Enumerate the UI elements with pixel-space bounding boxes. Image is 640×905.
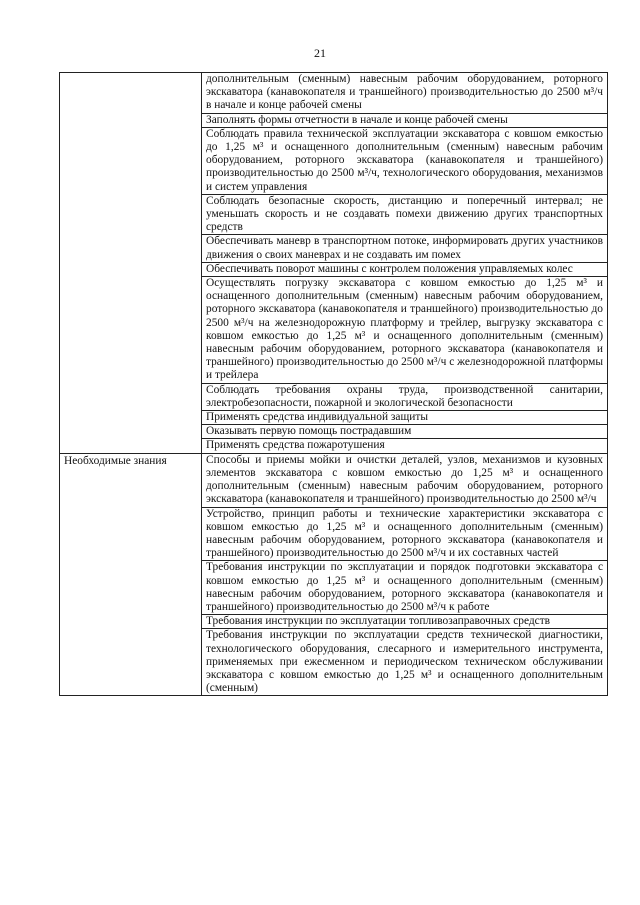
table-cell: Заполнять формы отчетности в начале и конце рабочей смены — [202, 113, 608, 127]
section-label — [60, 73, 202, 454]
table-cell: Обеспечивать поворот машины с контролем положения управляемых колес — [202, 262, 608, 276]
table-cell: Оказывать первую помощь пострадавшим — [202, 425, 608, 439]
table-cell: Применять средства индивидуальной защиты — [202, 411, 608, 425]
table-cell: Соблюдать правила технической эксплуатации экскаватора с ковшом емкостью до 1,25 м³ и оснащенного дополнительным (сменным) навесным рабочим оборудованием, роторного экскаватора (канавокопателя и траншейного) производительностью до 2500 м³/ч, технологического оборудования, механизмов и систем управления — [202, 127, 608, 194]
table-cell: Применять средства пожаротушения — [202, 439, 608, 453]
requirements-table — [59, 72, 608, 696]
table-cell: дополнительным (сменным) навесным рабочим оборудованием, роторного экскаватора (канавокопателя и траншейного) производительностью до 2500 м³/ч в начале и конце рабочей смены — [202, 73, 608, 114]
table-cell: Соблюдать требования охраны труда, производственной санитарии, электробезопасности, пожарной и экологической безопасности — [202, 383, 608, 410]
table-cell: Осуществлять погрузку экскаватора с ковшом емкостью до 1,25 м³ и оснащенного дополнительным (сменным) навесным рабочим оборудованием, роторного экскаватора (канавокопателя и траншейного) производительностью до 2500 м³/ч на железнодорожную платформу и трейлер, выгрузку экскаватора с ковшом емкостью до 1,25 м³ и оснащенного дополнительным (сменным) навесным рабочим оборудованием, роторного экскаватора (канавокопателя и траншейного) производительностью до 2500 м³/ч с железнодорожной платформы и трейлера — [202, 277, 608, 384]
table-cell: Требования инструкции по эксплуатации топливозаправочных средств — [202, 615, 608, 629]
table-row — [60, 73, 608, 114]
table-cell: Обеспечивать маневр в транспортном потоке, информировать других участников движения о своих маневрах и не создавать им помех — [202, 235, 608, 262]
table-row — [60, 453, 608, 507]
table-cell: Требования инструкции по эксплуатации и порядок подготовки экскаватора с ковшом емкостью до 1,25 м³ и оснащенного дополнительным (сменным) навесным рабочим оборудованием, роторного экскаватора (канавокопателя и траншейного) производительностью до 2500 м³/ч к работе — [202, 561, 608, 615]
page-number: 21 — [314, 46, 326, 60]
table-cell: Способы и приемы мойки и очистки деталей, узлов, механизмов и кузовных элементов экскаватора с ковшом емкостью до 1,25 м³ и оснащенного дополнительным (сменным) навесным рабочим оборудованием, роторного экскаватора (канавокопателя и траншейного) производительностью до 2500 м³/ч — [202, 453, 608, 507]
table-cell: Требования инструкции по эксплуатации средств технической диагностики, технологического оборудования, слесарного и измерительного инструмента, применяемых при ежесменном и периодическом техническом обслуживании экскаватора с ковшом емкостью до 1,25 м³ и оснащенного дополнительным (сменным) — [202, 629, 608, 696]
table-cell: Устройство, принцип работы и технические характеристики экскаватора с ковшом емкостью до 1,25 м³ и оснащенного дополнительным (сменным) навесным рабочим оборудованием, роторного экскаватора (канавокопателя и траншейного) производительностью до 2500 м³/ч и их составных частей — [202, 507, 608, 561]
section-label: Необходимые знания — [60, 453, 202, 696]
table-cell: Соблюдать безопасные скорость, дистанцию и поперечный интервал; не уменьшать скорость и не создавать помехи движению других транспортных средств — [202, 194, 608, 235]
